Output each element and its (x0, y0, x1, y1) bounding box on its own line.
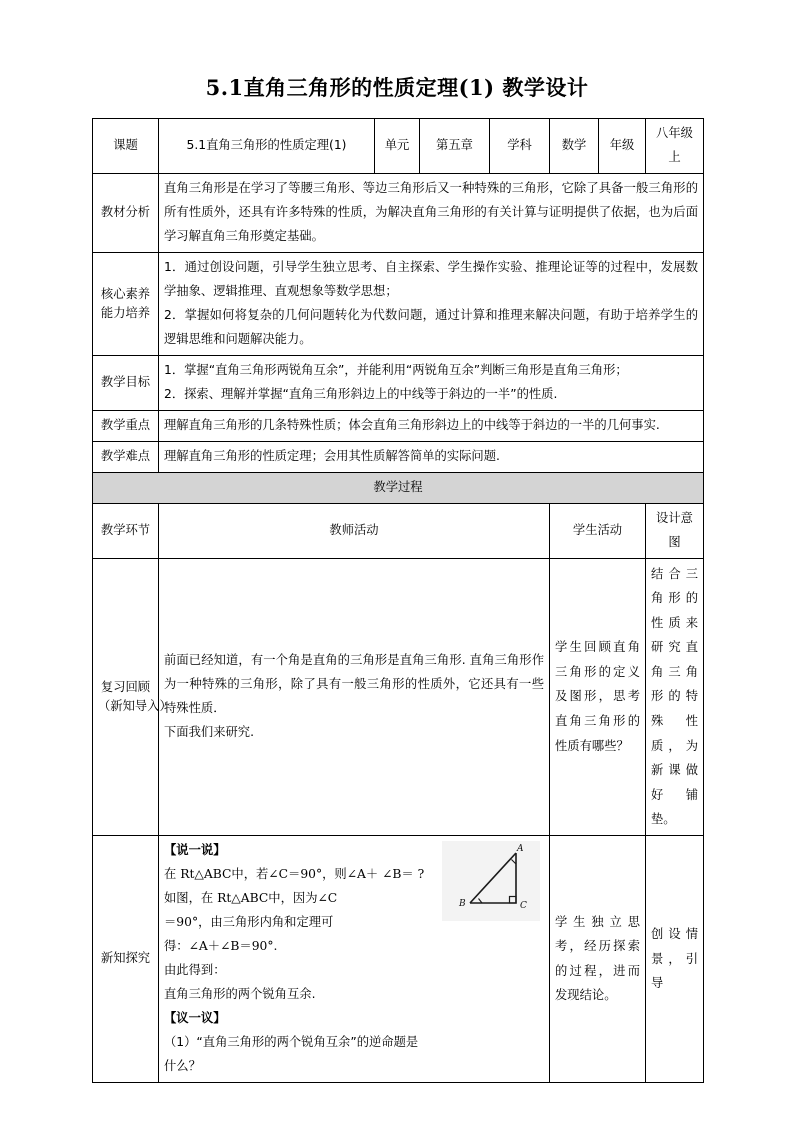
colhead-teacher: 教师活动 (159, 503, 550, 558)
cell-grade-label: 年级 (599, 119, 646, 174)
right-triangle-figure (442, 841, 540, 921)
exploration-line-5: 由此得到： (164, 962, 226, 977)
teaching-goal-item-1: 1．掌握“直角三角形两锐角互余”，并能利用“两锐角互余”判断三角形是直角三角形； (164, 362, 628, 377)
core-literacy-item-1: 1．通过创设问题，引导学生独立思考、自主探索、学生操作实验、推理论证等的过程中，发展数学抽象、逻辑推理、直观想象等数学思想； (164, 259, 698, 298)
stage-review-line1: 复习回顾 (100, 679, 151, 694)
table-row-material-analysis (93, 173, 704, 252)
vertex-label-b: B (459, 899, 466, 910)
table-row-difficulties (93, 441, 704, 472)
cell-topic-value: 5.1直角三角形的性质定理(1) (159, 119, 375, 174)
process-band-title: 教学过程 (93, 472, 704, 503)
cell-teacher-review (159, 558, 550, 836)
cell-student-exploration: 学生独立思考，经历探索的过程，进而发现结论。 (550, 836, 646, 1083)
table-row-review (93, 558, 704, 836)
cell-topic-label: 课题 (93, 119, 159, 174)
cell-subject-value: 数学 (550, 119, 599, 174)
cell-material-analysis-label: 教材分析 (93, 173, 159, 252)
cell-stage-exploration: 新知探究 (93, 836, 159, 1083)
exploration-heading-shuoyishuo: 【说一说】 (164, 843, 226, 858)
exploration-line-7: （1）“直角三角形的两个锐角互余”的逆命题是 (164, 1034, 419, 1049)
cell-student-review: 学生回顾直角三角形的定义及图形，思考直角三角形的性质有哪些？ (550, 558, 646, 836)
core-literacy-item-2: 2．掌握如何将复杂的几何问题转化为代数问题，通过计算和推理来解决问题，有助于培养学生的逻辑思维和问题解决能力。 (164, 307, 698, 346)
cell-key-points-label: 教学重点 (93, 410, 159, 441)
cell-intent-exploration: 创设情景，引导 (646, 836, 704, 1083)
cell-key-points-text: 理解直角三角形的几条特殊性质；体会直角三角形斜边上的中线等于斜边的一半的几何事实. (159, 410, 704, 441)
exploration-line-2: 如图，在 Rt△ABC中，因为∠C (164, 890, 338, 905)
cell-intent-review: 结合三角形的性质来研究直角三角形的特殊性质，为新课做好铺垫。 (646, 558, 704, 836)
teacher-review-para-1: 前面已经知道，有一个角是直角的三角形是直角三角形. 直角三角形作为一种特殊的三角形，除了具有一般三角形的性质外，它还具有一些特殊性质． (164, 652, 544, 715)
cell-core-literacy-label (93, 252, 159, 355)
cell-difficulties-text: 理解直角三角形的性质定理；会用其性质解答简单的实际问题. (159, 441, 704, 472)
colhead-intent: 设计意图 (646, 503, 704, 558)
exploration-line-8: 什么？ (164, 1058, 201, 1073)
cell-stage-review (93, 558, 172, 836)
cell-unit-label: 单元 (375, 119, 420, 174)
cell-difficulties-label: 教学难点 (93, 441, 159, 472)
table-row-teaching-goals (93, 355, 704, 410)
table-row-key-points (93, 410, 704, 441)
teacher-review-para-2: 下面我们来研究. (164, 724, 254, 739)
vertex-label-c: C (520, 901, 527, 912)
cell-core-literacy-text (159, 252, 704, 355)
right-triangle-svg (442, 841, 540, 921)
cell-grade-value: 八年级上 (646, 119, 704, 174)
vertex-label-a: A (517, 844, 524, 855)
colhead-stage: 教学环节 (93, 503, 159, 558)
lesson-plan-table (92, 118, 704, 1083)
page-title: 5.1直角三角形的性质定理(1) 教学设计 (205, 75, 589, 100)
exploration-line-3: ＝90°，由三角形内角和定理可 (164, 914, 334, 929)
table-row-core-literacy (93, 252, 704, 355)
colhead-student: 学生活动 (550, 503, 646, 558)
cell-teaching-goals-text (159, 355, 704, 410)
exploration-line-1: 在 Rt△ABC中，若∠C＝90°，则∠A＋ ∠B＝ ? (164, 867, 425, 881)
cell-subject-label: 学科 (490, 119, 550, 174)
cell-teaching-goals-label: 教学目标 (93, 355, 159, 410)
cell-material-analysis-text: 直角三角形是在学习了等腰三角形、等边三角形后又一种特殊的三角形，它除了具备一般三角形的所有性质外，还具有许多特殊的性质，为解决直角三角形的有关计算与证明提供了依据，也为后面学习解直角三角形奠定基础。 (159, 173, 704, 252)
table-row-info (93, 119, 704, 174)
exploration-heading-yiyiyi: 【议一议】 (164, 1010, 226, 1025)
table-row-exploration (93, 836, 704, 1083)
table-row-process-headers (93, 503, 704, 558)
teaching-goal-item-2: 2．探索、理解并掌握“直角三角形斜边上的中线等于斜边的一半”的性质. (164, 386, 558, 401)
stage-review-line2: （新知导入） (98, 698, 172, 713)
cell-unit-value: 第五章 (420, 119, 490, 174)
table-row-process-band (93, 472, 704, 503)
core-literacy-label-line2: 能力培养 (100, 305, 151, 320)
core-literacy-label-line1: 核心素养 (100, 286, 151, 301)
exploration-line-4: 得：∠A＋∠B＝90°. (164, 938, 278, 953)
exploration-line-6: 直角三角形的两个锐角互余. (164, 986, 316, 1001)
cell-teacher-exploration (159, 836, 550, 1083)
